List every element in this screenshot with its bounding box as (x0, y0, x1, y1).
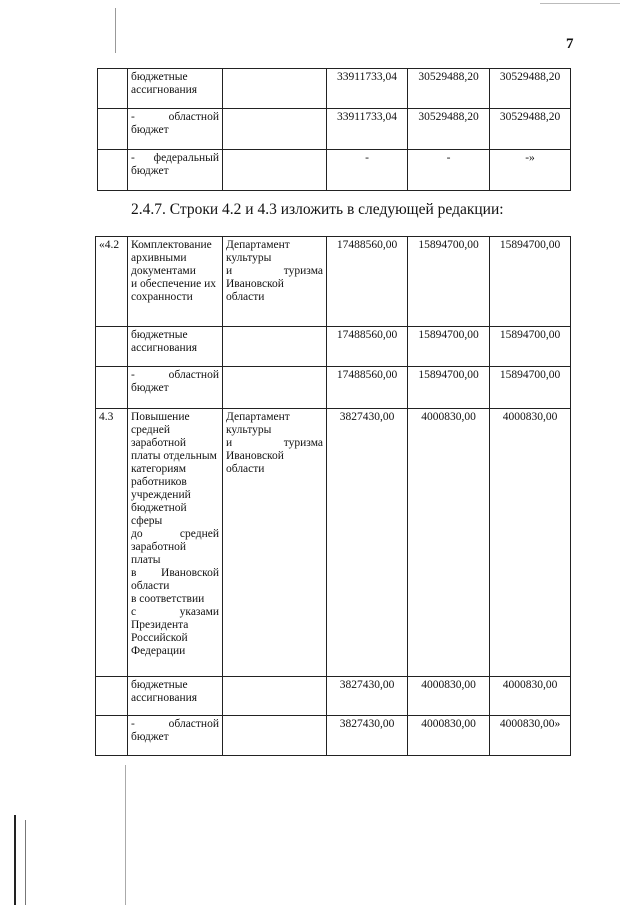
row-name-line: - областной (131, 369, 219, 381)
row-code (96, 716, 128, 756)
row-name-line: заработной (131, 437, 187, 449)
row-name-line: Федерации (131, 645, 186, 657)
row-code (98, 109, 128, 150)
scan-mark-left-2 (25, 820, 26, 905)
row-name-line: бюджет (131, 124, 169, 136)
row-code (96, 327, 128, 367)
table-row (96, 716, 571, 756)
row-department (223, 109, 327, 150)
row-value-1: 33911733,04 (327, 109, 408, 150)
row-value-2: - (408, 150, 490, 191)
row-value-3: -» (490, 150, 571, 191)
row-value-1: 17488560,00 (327, 327, 408, 367)
row-name-line: бюджетные (131, 71, 188, 83)
row-department (223, 677, 327, 716)
row-value-1: 3827430,00 (327, 677, 408, 716)
row-code (96, 677, 128, 716)
row-value-1: - (327, 150, 408, 191)
row-value-1: 3827430,00 (327, 409, 408, 677)
row-department-line: Ивановской (226, 278, 284, 290)
row-value-2: 30529488,20 (408, 69, 490, 109)
row-value-3: 15894700,00 (490, 237, 571, 327)
scan-mark-top-right (540, 3, 620, 4)
row-name-line: с указами (131, 606, 219, 618)
row-name-line: категориям (131, 463, 187, 475)
row-name (128, 69, 223, 109)
table-row (98, 69, 571, 109)
table-row (98, 150, 571, 191)
row-name-line: Российской (131, 632, 188, 644)
row-value-2: 30529488,20 (408, 109, 490, 150)
row-department (223, 237, 327, 327)
row-name (128, 109, 223, 150)
row-department-line: Департамент (226, 239, 290, 251)
row-value-3: 4000830,00 (490, 677, 571, 716)
row-department (223, 409, 327, 677)
row-name-line: - областной (131, 111, 219, 123)
row-value-3: 15894700,00 (490, 367, 571, 409)
row-department-line: области (226, 463, 265, 475)
table-row (96, 409, 571, 677)
row-department-line: культуры (226, 252, 272, 264)
row-name-line: - федеральный (131, 152, 219, 164)
row-name-line: документами (131, 265, 196, 277)
row-name (128, 409, 223, 677)
row-name-line: - областной (131, 718, 219, 730)
scan-mark-left-1 (14, 815, 16, 905)
row-department (223, 69, 327, 109)
row-department-line: культуры (226, 424, 272, 436)
row-name (128, 677, 223, 716)
row-name-line: заработной (131, 541, 187, 553)
row-name-line: работников (131, 476, 187, 488)
row-value-1: 3827430,00 (327, 716, 408, 756)
row-department-line: Департамент (226, 411, 290, 423)
scan-mark-top (115, 8, 116, 53)
budget-table-top (97, 68, 571, 191)
row-name-line: сферы (131, 515, 163, 527)
row-value-1: 17488560,00 (327, 367, 408, 409)
row-value-1: 17488560,00 (327, 237, 408, 327)
row-name-line: в Ивановской (131, 567, 219, 579)
row-department (223, 327, 327, 367)
row-name-line: бюджет (131, 382, 169, 394)
table-row (96, 237, 571, 327)
row-code: «4.2 (96, 237, 128, 327)
table-row (96, 327, 571, 367)
row-value-3: 15894700,00 (490, 327, 571, 367)
row-value-2: 15894700,00 (408, 367, 490, 409)
row-value-3: 30529488,20 (490, 109, 571, 150)
row-value-3: 30529488,20 (490, 69, 571, 109)
row-name-line: Комплектование (131, 239, 212, 251)
row-name (128, 367, 223, 409)
row-department (223, 150, 327, 191)
row-department-line: и туризма (226, 265, 323, 277)
row-value-2: 4000830,00 (408, 677, 490, 716)
row-name-line: Президента (131, 619, 189, 631)
table-row (96, 367, 571, 409)
row-code: 4.3 (96, 409, 128, 677)
row-value-3: 4000830,00 (490, 409, 571, 677)
row-department-line: области (226, 291, 265, 303)
section-heading: 2.4.7. Строки 4.2 и 4.3 изложить в следующей редакции: (131, 201, 504, 218)
row-name-line: области (131, 580, 170, 592)
row-name-line: и обеспечение их (131, 278, 217, 290)
row-name-line: платы (131, 554, 161, 566)
row-department (223, 716, 327, 756)
row-name-line: архивными (131, 252, 187, 264)
row-name (128, 150, 223, 191)
row-code (98, 69, 128, 109)
row-name-line: ассигнования (131, 692, 198, 704)
row-name-line: платы отдельным (131, 450, 217, 462)
budget-table-main (95, 236, 571, 756)
row-name-line: сохранности (131, 291, 193, 303)
row-name (128, 237, 223, 327)
row-value-2: 4000830,00 (408, 716, 490, 756)
row-value-2: 15894700,00 (408, 237, 490, 327)
row-value-3: 4000830,00» (490, 716, 571, 756)
row-name-line: ассигнования (131, 84, 198, 96)
scan-mark-bottom (125, 765, 126, 905)
row-value-2: 4000830,00 (408, 409, 490, 677)
row-name-line: бюджетные (131, 679, 188, 691)
row-name-line: в соответствии (131, 593, 205, 605)
row-name-line: бюджетной (131, 502, 187, 514)
row-value-2: 15894700,00 (408, 327, 490, 367)
row-name-line: до средней (131, 528, 219, 540)
row-name-line: учреждений (131, 489, 191, 501)
table-row (96, 677, 571, 716)
row-name-line: ассигнования (131, 342, 198, 354)
row-name-line: средней (131, 424, 171, 436)
row-name-line: бюджетные (131, 329, 188, 341)
page-number: 7 (566, 36, 574, 52)
row-department (223, 367, 327, 409)
row-code (96, 367, 128, 409)
row-department-line: и туризма (226, 437, 323, 449)
row-name (128, 327, 223, 367)
row-name-line: Повышение (131, 411, 190, 423)
row-name-line: бюджет (131, 165, 169, 177)
row-value-1: 33911733,04 (327, 69, 408, 109)
row-department-line: Ивановской (226, 450, 284, 462)
table-row (98, 109, 571, 150)
row-name (128, 716, 223, 756)
row-name-line: бюджет (131, 731, 169, 743)
row-code (98, 150, 128, 191)
